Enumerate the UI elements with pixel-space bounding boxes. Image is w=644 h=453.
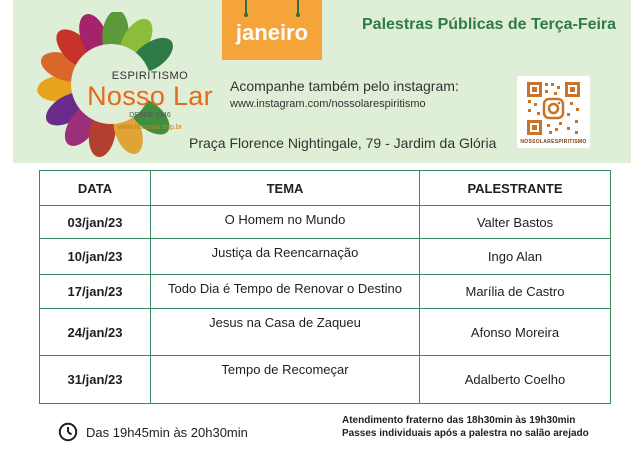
row-date: 17/jan/23 bbox=[40, 275, 151, 309]
table-row bbox=[40, 356, 611, 404]
row-date: 24/jan/23 bbox=[40, 309, 151, 356]
hanging-strings-icon bbox=[222, 0, 322, 18]
logo-top-text: ESPIRITISMO bbox=[111, 70, 189, 82]
qr-caption: NOSSOLARESPIRITISMO bbox=[520, 139, 587, 145]
table-row bbox=[40, 275, 611, 309]
table-row bbox=[40, 309, 611, 356]
row-speaker: Valter Bastos bbox=[420, 206, 611, 239]
month-badge bbox=[222, 0, 322, 60]
row-date: 03/jan/23 bbox=[40, 206, 151, 239]
logo-text bbox=[80, 70, 220, 131]
column-header-theme: TEMA bbox=[151, 171, 420, 206]
note-fraternal-service: Atendimento fraterno das 18h30min às 19h30min bbox=[342, 415, 576, 426]
qr-code-icon bbox=[525, 80, 582, 137]
instagram-label: Acompanhe também pelo instagram: bbox=[230, 78, 459, 94]
row-date: 10/jan/23 bbox=[40, 239, 151, 275]
row-theme: Jesus na Casa de Zaqueu bbox=[151, 309, 420, 356]
instagram-url[interactable]: www.instagram.com/nossolarespiritismo bbox=[230, 98, 426, 110]
table-row bbox=[40, 206, 611, 239]
note-passes: Passes individuais após a palestra no salão arejado bbox=[342, 428, 589, 439]
logo-url-text: www.nossolar.esp.br bbox=[117, 124, 183, 131]
column-header-speaker: PALESTRANTE bbox=[420, 171, 611, 206]
address: Praça Florence Nightingale, 79 - Jardim da Glória bbox=[189, 135, 497, 151]
row-speaker: Marília de Castro bbox=[420, 275, 611, 309]
row-theme: Todo Dia é Tempo de Renovar o Destino bbox=[151, 275, 420, 309]
row-theme: Tempo de Recomeçar bbox=[151, 356, 420, 404]
time-info bbox=[58, 422, 248, 442]
schedule-table bbox=[39, 170, 611, 404]
month-label: janeiro bbox=[235, 20, 309, 45]
time-text: Das 19h45min às 20h30min bbox=[86, 424, 248, 440]
row-theme: O Homem no Mundo bbox=[151, 206, 420, 239]
footer-notes bbox=[342, 414, 589, 440]
row-date: 31/jan/23 bbox=[40, 356, 151, 404]
clock-icon bbox=[58, 422, 78, 442]
row-theme: Justiça da Reencarnação bbox=[151, 239, 420, 275]
table-header-row bbox=[40, 171, 611, 206]
logo-main-text: Nosso Lar bbox=[87, 81, 213, 111]
logo-since-text: DESDE 1946 bbox=[129, 112, 171, 119]
row-speaker: Adalberto Coelho bbox=[420, 356, 611, 404]
column-header-date: DATA bbox=[40, 171, 151, 206]
row-speaker: Afonso Moreira bbox=[420, 309, 611, 356]
row-speaker: Ingo Alan bbox=[420, 239, 611, 275]
page-title: Palestras Públicas de Terça-Feira bbox=[362, 16, 617, 33]
table-row bbox=[40, 239, 611, 275]
qr-card[interactable] bbox=[517, 76, 590, 148]
